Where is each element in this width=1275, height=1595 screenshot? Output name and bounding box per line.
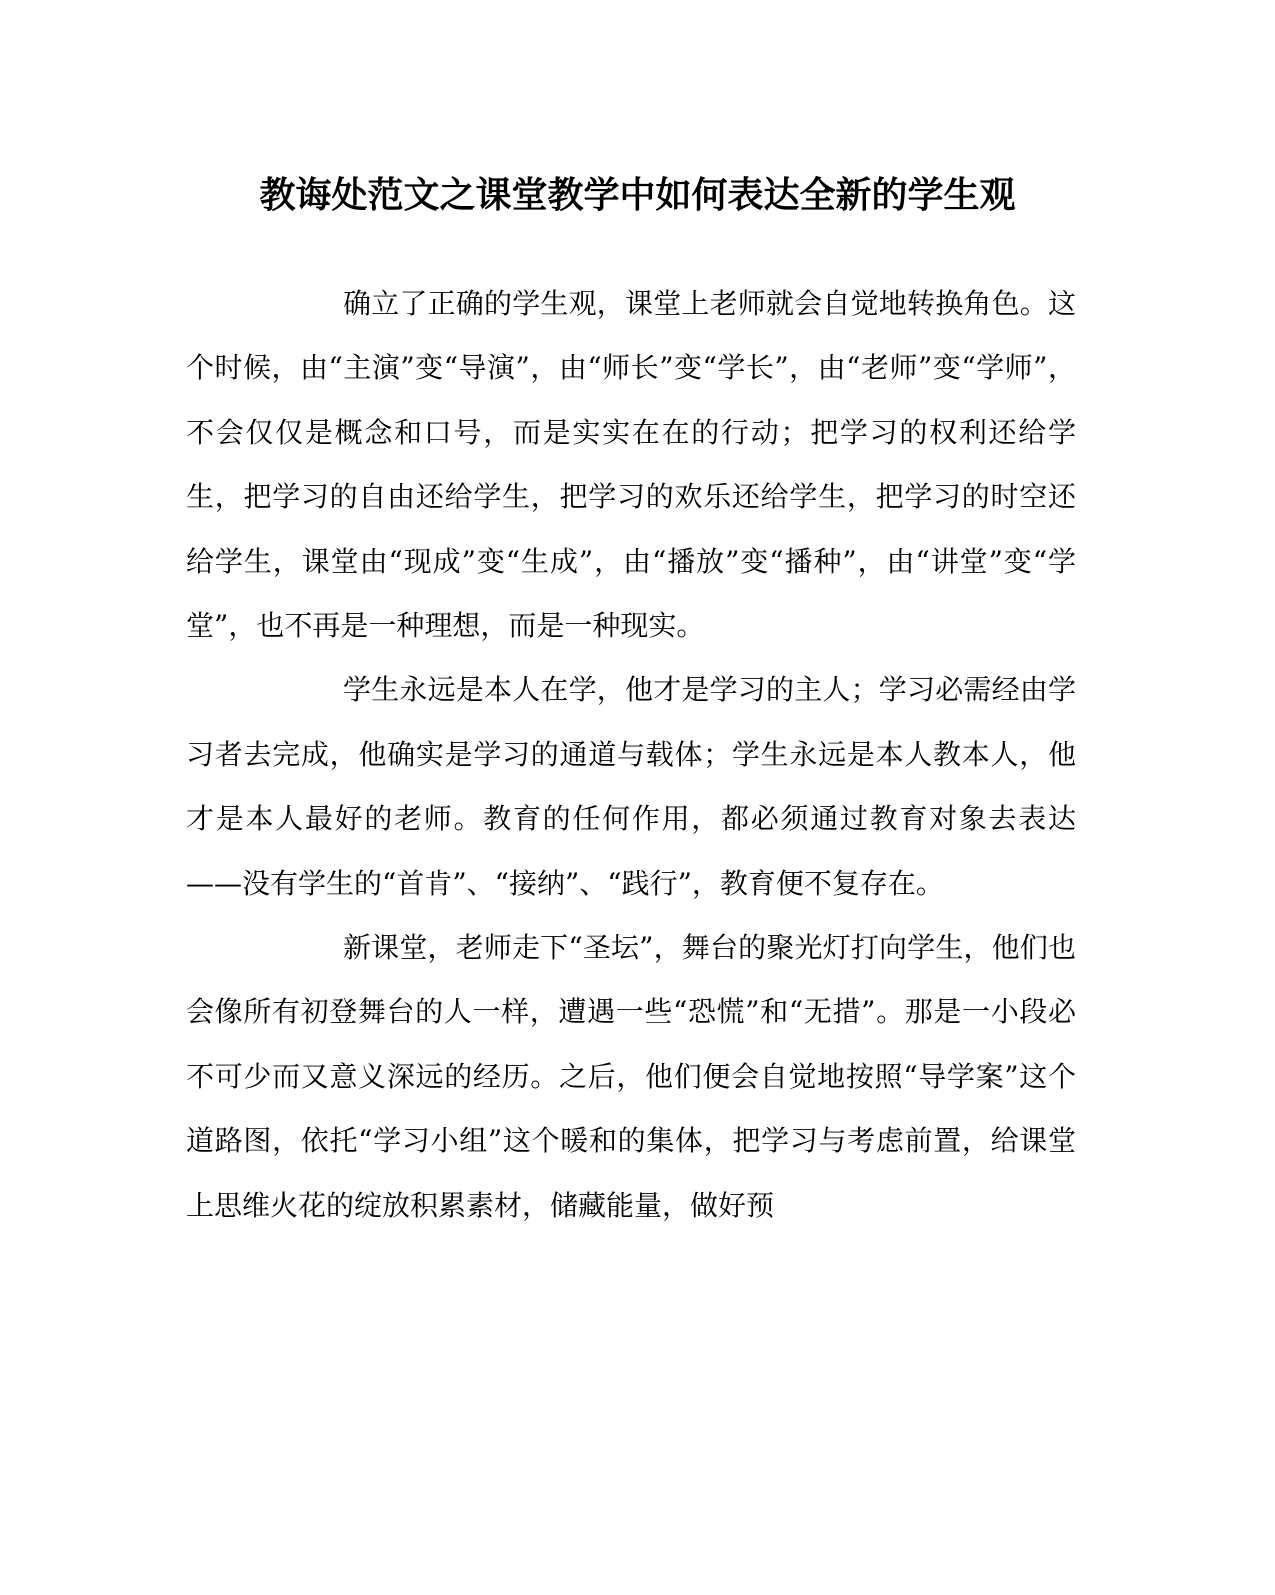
document-body: [186, 272, 1076, 1238]
paragraph-1: 确立了正确的学生观，课堂上老师就会自觉地转换角色。这个时候，由“主演”变“导演”，由“师长”变“学长”，由“老师”变“学师”，不会仅仅是概念和口号，而是实实在在的行动；把学习的权利还给学生，把学习的自由还给学生，把学习的欢乐还给学生，把学习的时空还给学生，课堂由“现成”变“生成”，由“播放”变“播种”，由“讲堂”变“学堂”，也不再是一种理想，而是一种现实。: [186, 287, 1076, 643]
paragraph-3: 新课堂，老师走下“圣坛”，舞台的聚光灯打向学生，他们也会像所有初登舞台的人一样，遭遇一些“恐慌”和“无措”。那是一小段必不可少而又意义深远的经历。之后，他们便会自觉地按照“导学案”这个道路图，依托“学习小组”这个暖和的集体，把学习与考虑前置，给课堂上思维火花的绽放积累素材，储藏能量，做好预: [186, 931, 1076, 1222]
paragraph-2: 学生永远是本人在学，他才是学习的主人；学习必需经由学习者去完成，他确实是学习的通道与载体；学生永远是本人教本人，他才是本人最好的老师。教育的任何作用，都必须通过教育对象去表达——没有学生的“首肯”、“接纳”、“践行”，教育便不复存在。: [186, 673, 1076, 900]
document-title: 教诲处范文之课堂教学中如何表达全新的学生观: [259, 174, 1016, 216]
